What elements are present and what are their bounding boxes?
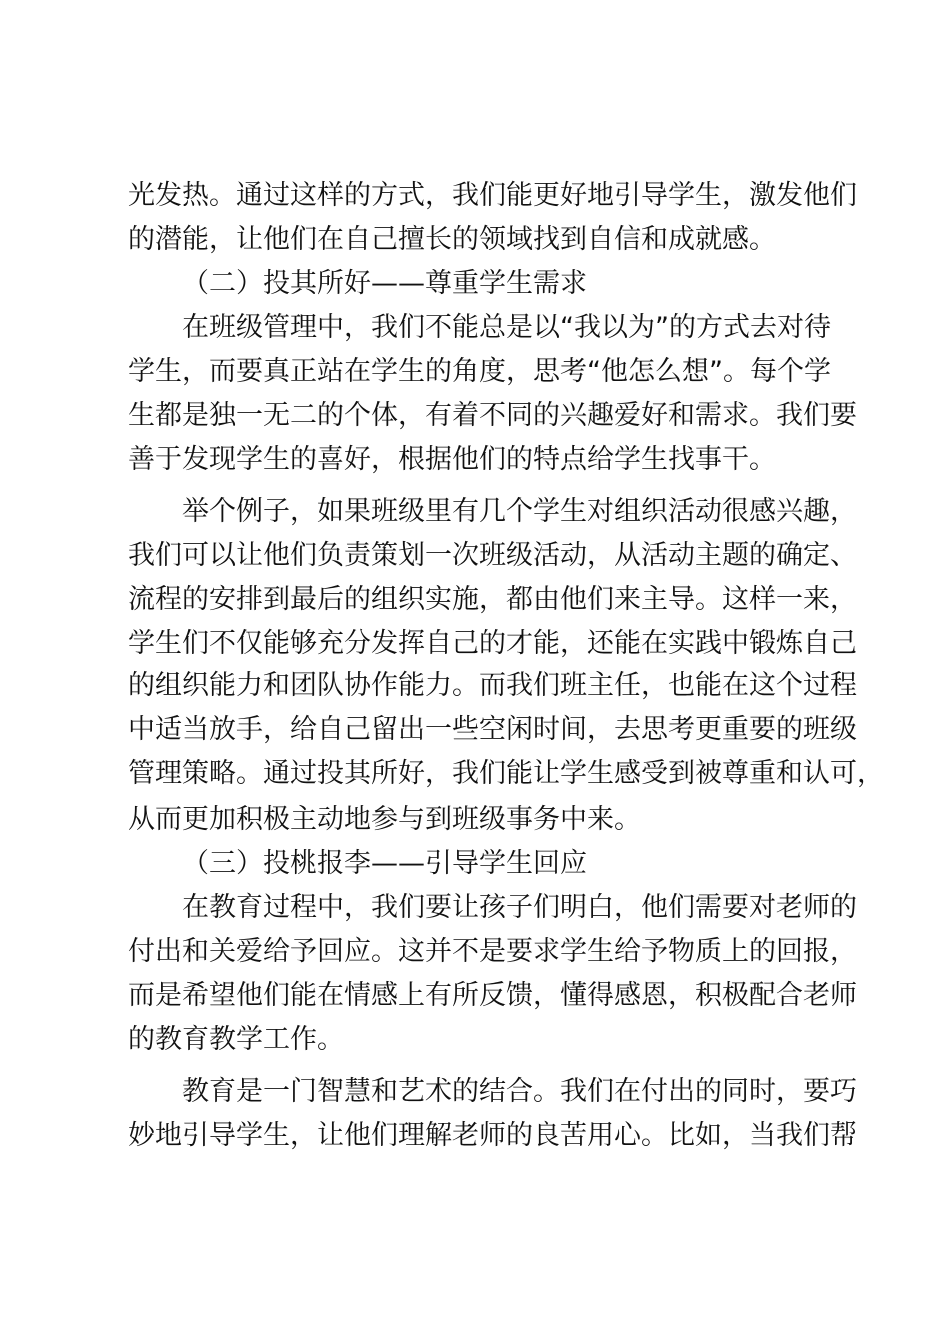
text-line: 流程的安排到最后的组织实施，都由他们来主导。这样一来， [128,584,857,615]
text-line: 善于发现学生的喜好，根据他们的特点给学生找事干。 [128,444,776,475]
text-line: 学生们不仅能够充分发挥自己的才能，还能在实践中锻炼自己 [128,628,857,659]
text-line: 我们可以让他们负责策划一次班级活动，从活动主题的确定、 [128,540,857,571]
text-line: 从而更加积极主动地参与到班级事务中来。 [128,804,641,835]
text-line: 生都是独一无二的个体，有着不同的兴趣爱好和需求。我们要 [128,400,857,431]
text-line: 中适当放手，给自己留出一些空闲时间，去思考更重要的班级 [128,714,857,745]
text-line: 的潜能，让他们在自己擅长的领域找到自信和成就感。 [128,224,776,255]
text-line: 在班级管理中，我们不能总是以“我以为”的方式去对待 [182,312,831,343]
text-line: 的教育教学工作。 [128,1024,344,1055]
text-line: 管理策略。通过投其所好，我们能让学生感受到被尊重和认可， [128,758,884,789]
text-line: 付出和关爱给予回应。这并不是要求学生给予物质上的回报， [128,936,857,967]
text-line: 的组织能力和团队协作能力。而我们班主任，也能在这个过程 [128,670,857,701]
text-line: 学生，而要真正站在学生的角度，思考“他怎么想”。每个学 [128,356,831,387]
text-line: 教育是一门智慧和艺术的结合。我们在付出的同时，要巧 [182,1076,857,1107]
section-heading: （三）投桃报李——引导学生回应 [182,848,587,879]
text-line: 光发热。通过这样的方式，我们能更好地引导学生，激发他们 [128,180,857,211]
text-line: 举个例子，如果班级里有几个学生对组织活动很感兴趣， [182,496,857,527]
text-line: 在教育过程中，我们要让孩子们明白，他们需要对老师的 [182,892,857,923]
text-line: 妙地引导学生，让他们理解老师的良苦用心。比如，当我们帮 [128,1120,857,1151]
text-line: 而是希望他们能在情感上有所反馈，懂得感恩，积极配合老师 [128,980,857,1011]
section-heading: （二）投其所好——尊重学生需求 [182,268,587,299]
